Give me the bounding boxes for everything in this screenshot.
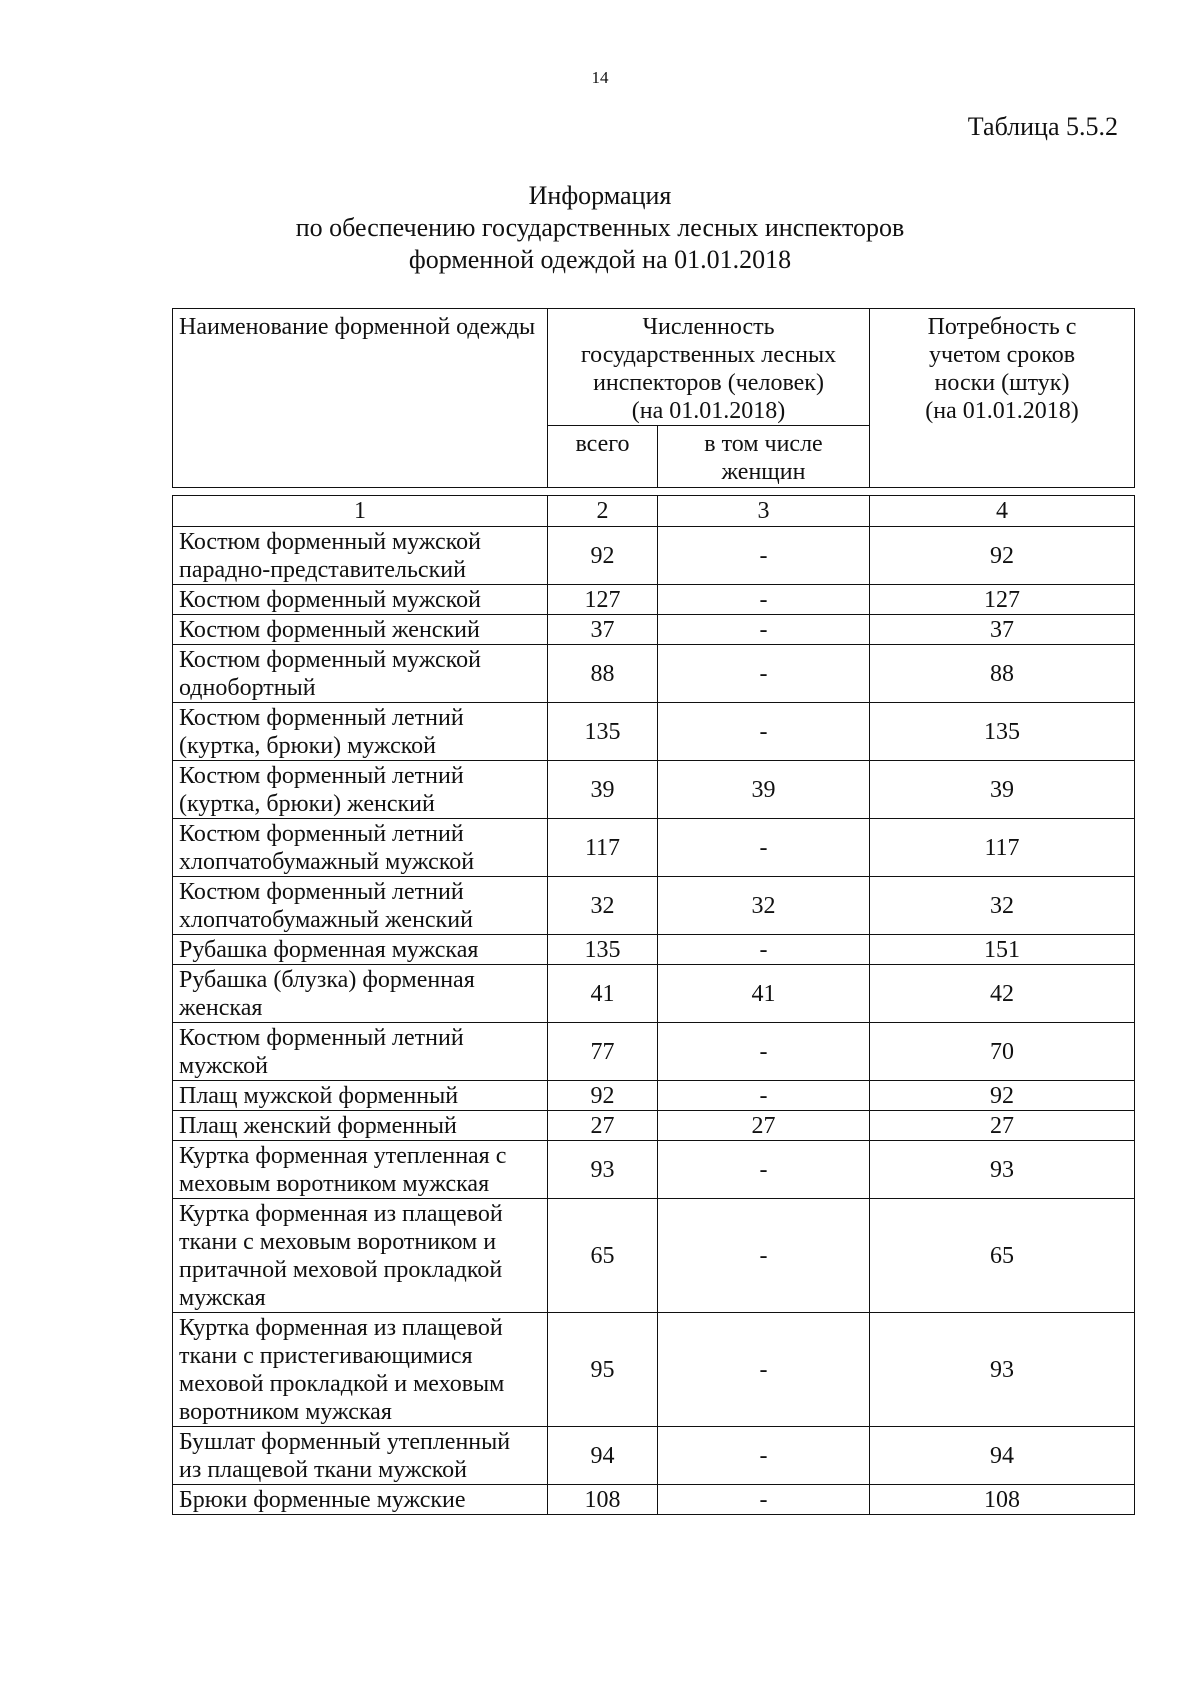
count-total: 93 bbox=[548, 1141, 658, 1199]
title-line: форменной одеждой на 01.01.2018 bbox=[408, 245, 792, 274]
need-count: 65 bbox=[870, 1199, 1135, 1313]
need-count: 92 bbox=[870, 1081, 1135, 1111]
clothing-name-line: Костюм форменный летний bbox=[179, 820, 464, 847]
clothing-name-line: Костюм форменный летний bbox=[179, 704, 464, 731]
title-line: Информация bbox=[528, 181, 672, 210]
count-total: 92 bbox=[548, 527, 658, 585]
clothing-name-line: Куртка форменная из плащевой bbox=[179, 1314, 503, 1341]
table-row bbox=[173, 703, 1135, 761]
need-count: 92 bbox=[870, 527, 1135, 585]
clothing-name bbox=[173, 645, 548, 703]
table-row bbox=[173, 819, 1135, 877]
header-line: Потребность с bbox=[927, 314, 1077, 340]
column-number: 4 bbox=[870, 496, 1135, 527]
clothing-name-line: меховым воротником мужская bbox=[179, 1170, 490, 1197]
table-row bbox=[173, 1023, 1135, 1081]
clothing-name bbox=[173, 877, 548, 935]
header-line: (на 01.01.2018) bbox=[631, 398, 786, 424]
clothing-name-line: (куртка, брюки) женский bbox=[179, 790, 435, 817]
clothing-name bbox=[173, 1485, 548, 1515]
count-total: 65 bbox=[548, 1199, 658, 1313]
clothing-name bbox=[173, 935, 548, 965]
clothing-name-line: притачной меховой прокладкой bbox=[179, 1256, 503, 1283]
count-women: - bbox=[658, 1199, 870, 1313]
clothing-name-line: Рубашка (блузка) форменная bbox=[179, 966, 475, 993]
header-line: в том числе bbox=[704, 431, 823, 457]
document-title bbox=[0, 180, 1200, 276]
clothing-name-line: мужской bbox=[179, 1052, 268, 1079]
table-row bbox=[173, 1427, 1135, 1485]
clothing-name-line: Брюки форменные мужские bbox=[179, 1486, 466, 1513]
clothing-name-line: Костюм форменный летний bbox=[179, 1024, 464, 1051]
clothing-name bbox=[173, 965, 548, 1023]
count-total: 135 bbox=[548, 703, 658, 761]
count-women: - bbox=[658, 703, 870, 761]
clothing-name-line: меховой прокладкой и меховым bbox=[179, 1370, 505, 1397]
count-total: 92 bbox=[548, 1081, 658, 1111]
count-women: - bbox=[658, 1427, 870, 1485]
clothing-name bbox=[173, 761, 548, 819]
header-line: Численность bbox=[642, 314, 775, 340]
clothing-name bbox=[173, 1081, 548, 1111]
count-total: 94 bbox=[548, 1427, 658, 1485]
header-count-group bbox=[548, 309, 870, 426]
count-women: 39 bbox=[658, 761, 870, 819]
clothing-name-line: парадно-представительский bbox=[179, 556, 466, 583]
header-line: носки (штук) bbox=[934, 370, 1070, 396]
table-header bbox=[172, 308, 1135, 488]
count-women: 32 bbox=[658, 877, 870, 935]
clothing-name-line: хлопчатобумажный мужской bbox=[179, 848, 475, 875]
clothing-name-line: из плащевой ткани мужской bbox=[179, 1456, 468, 1483]
table-row bbox=[173, 1111, 1135, 1141]
need-count: 88 bbox=[870, 645, 1135, 703]
need-count: 27 bbox=[870, 1111, 1135, 1141]
count-women: - bbox=[658, 819, 870, 877]
table-row bbox=[173, 527, 1135, 585]
clothing-name bbox=[173, 1023, 548, 1081]
table-row bbox=[173, 585, 1135, 615]
clothing-name-line: Рубашка форменная мужская bbox=[179, 936, 479, 963]
clothing-name-line: женская bbox=[179, 994, 263, 1021]
column-number: 2 bbox=[548, 496, 658, 527]
count-women: - bbox=[658, 1081, 870, 1111]
clothing-name-line: воротником мужская bbox=[179, 1398, 392, 1425]
count-women: - bbox=[658, 1023, 870, 1081]
page-number: 14 bbox=[591, 68, 609, 87]
count-women: - bbox=[658, 527, 870, 585]
need-count: 151 bbox=[870, 935, 1135, 965]
clothing-name-line: Костюм форменный женский bbox=[179, 616, 480, 643]
clothing-name bbox=[173, 703, 548, 761]
clothing-name-line: ткани с меховым воротником и bbox=[179, 1228, 497, 1255]
table-row bbox=[173, 1485, 1135, 1515]
clothing-name bbox=[173, 615, 548, 645]
need-count: 127 bbox=[870, 585, 1135, 615]
table-row bbox=[173, 965, 1135, 1023]
clothing-name bbox=[173, 1313, 548, 1427]
header-line: учетом сроков bbox=[928, 342, 1076, 368]
table-row bbox=[173, 935, 1135, 965]
header-line: женщин bbox=[721, 459, 806, 485]
clothing-name-line: Костюм форменный мужской bbox=[179, 586, 481, 613]
count-women: - bbox=[658, 1141, 870, 1199]
clothing-name-line: Плащ женский форменный bbox=[179, 1112, 457, 1139]
header-women bbox=[658, 426, 870, 488]
count-total: 27 bbox=[548, 1111, 658, 1141]
table-body bbox=[172, 495, 1135, 1515]
need-count: 117 bbox=[870, 819, 1135, 877]
count-women: - bbox=[658, 935, 870, 965]
table-row bbox=[173, 761, 1135, 819]
count-total: 95 bbox=[548, 1313, 658, 1427]
clothing-name-line: Костюм форменный летний bbox=[179, 878, 464, 905]
count-women: - bbox=[658, 615, 870, 645]
count-women: - bbox=[658, 585, 870, 615]
header-line: инспекторов (человек) bbox=[593, 370, 824, 396]
clothing-name-line: (куртка, брюки) мужской bbox=[179, 732, 437, 759]
table-row bbox=[173, 1199, 1135, 1313]
table-row bbox=[173, 1141, 1135, 1199]
count-total: 41 bbox=[548, 965, 658, 1023]
count-women: 41 bbox=[658, 965, 870, 1023]
need-count: 37 bbox=[870, 615, 1135, 645]
clothing-name-line: Плащ мужской форменный bbox=[179, 1082, 459, 1109]
clothing-name-line: Костюм форменный летний bbox=[179, 762, 464, 789]
need-count: 108 bbox=[870, 1485, 1135, 1515]
clothing-name bbox=[173, 1427, 548, 1485]
table-row bbox=[173, 1313, 1135, 1427]
clothing-name-line: однобортный bbox=[179, 674, 316, 701]
table-label: Таблица 5.5.2 bbox=[967, 112, 1118, 141]
header-line: (на 01.01.2018) bbox=[925, 398, 1079, 424]
need-count: 94 bbox=[870, 1427, 1135, 1485]
count-total: 39 bbox=[548, 761, 658, 819]
table-row bbox=[173, 645, 1135, 703]
need-count: 93 bbox=[870, 1313, 1135, 1427]
count-total: 77 bbox=[548, 1023, 658, 1081]
clothing-name-line: Куртка форменная утепленная с bbox=[179, 1142, 507, 1169]
table-row bbox=[173, 1081, 1135, 1111]
count-total: 135 bbox=[548, 935, 658, 965]
need-count: 135 bbox=[870, 703, 1135, 761]
header-need bbox=[870, 309, 1135, 488]
clothing-name-line: Бушлат форменный утепленный bbox=[179, 1428, 511, 1455]
count-total: 88 bbox=[548, 645, 658, 703]
count-women: - bbox=[658, 1313, 870, 1427]
count-total: 108 bbox=[548, 1485, 658, 1515]
need-count: 39 bbox=[870, 761, 1135, 819]
header-line: государственных лесных bbox=[580, 342, 837, 368]
clothing-name bbox=[173, 1141, 548, 1199]
table-row bbox=[173, 615, 1135, 645]
count-total: 117 bbox=[548, 819, 658, 877]
clothing-name bbox=[173, 1111, 548, 1141]
clothing-name-line: ткани с пристегивающимися bbox=[179, 1342, 473, 1369]
clothing-name bbox=[173, 1199, 548, 1313]
need-count: 70 bbox=[870, 1023, 1135, 1081]
count-women: - bbox=[658, 645, 870, 703]
clothing-name-line: Куртка форменная из плащевой bbox=[179, 1200, 503, 1227]
header-total: всего bbox=[548, 426, 658, 488]
clothing-name bbox=[173, 585, 548, 615]
count-women: - bbox=[658, 1485, 870, 1515]
clothing-name-line: хлопчатобумажный женский bbox=[179, 906, 473, 933]
count-women: 27 bbox=[658, 1111, 870, 1141]
need-count: 42 bbox=[870, 965, 1135, 1023]
need-count: 32 bbox=[870, 877, 1135, 935]
header-name: Наименование форменной одежды bbox=[173, 309, 548, 488]
clothing-name bbox=[173, 819, 548, 877]
title-line: по обеспечению государственных лесных инспекторов bbox=[295, 213, 905, 242]
clothing-name-line: Костюм форменный мужской bbox=[179, 528, 481, 555]
clothing-name-line: Костюм форменный мужской bbox=[179, 646, 481, 673]
clothing-name-line: мужская bbox=[179, 1284, 266, 1311]
need-count: 93 bbox=[870, 1141, 1135, 1199]
clothing-name bbox=[173, 527, 548, 585]
count-total: 127 bbox=[548, 585, 658, 615]
count-total: 37 bbox=[548, 615, 658, 645]
column-number: 1 bbox=[173, 496, 548, 527]
column-number: 3 bbox=[658, 496, 870, 527]
column-number-row bbox=[173, 496, 1135, 527]
count-total: 32 bbox=[548, 877, 658, 935]
table-row bbox=[173, 877, 1135, 935]
